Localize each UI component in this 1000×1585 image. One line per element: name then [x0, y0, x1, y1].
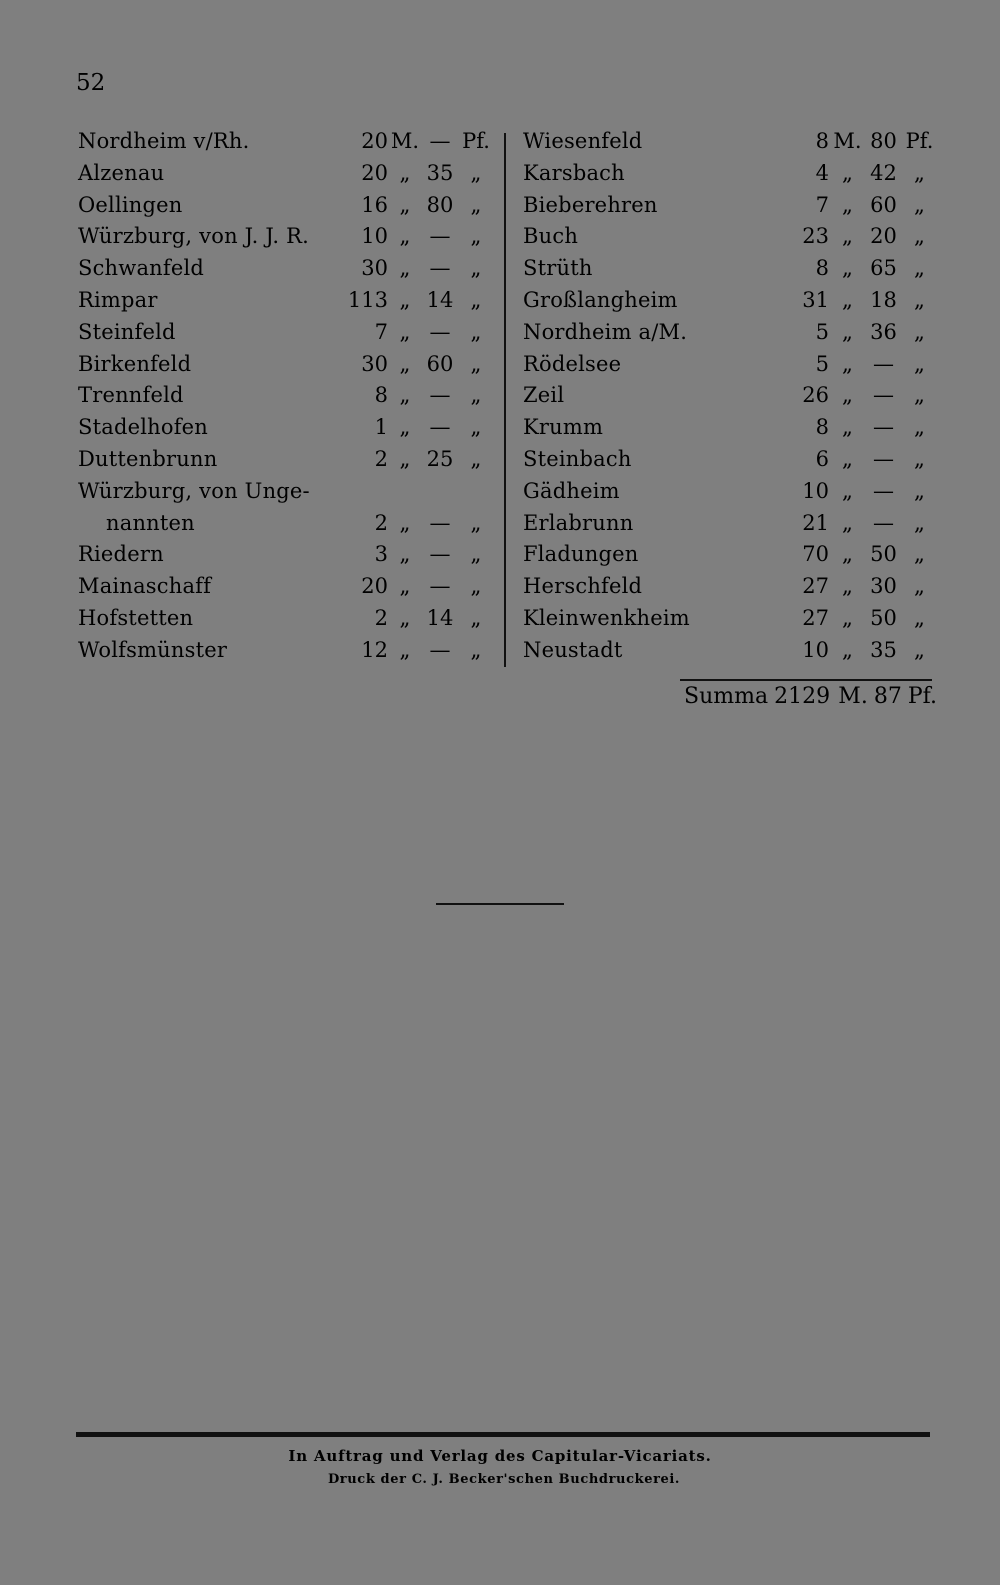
pfennig-unit: „ — [914, 478, 925, 503]
mark-amount: 2 — [374, 510, 388, 535]
place-name: Alzenau — [78, 160, 165, 185]
mark-unit: M. — [833, 129, 862, 153]
pfennig-amount: 35 — [426, 160, 454, 185]
ledger-row — [523, 444, 938, 476]
mark-amount: 2 — [374, 605, 388, 630]
pfennig-amount: 60 — [870, 192, 897, 217]
place-name: Neustadt — [523, 637, 623, 662]
place-name: Wolfsmünster — [78, 637, 228, 662]
pfennig-amount: 80 — [426, 192, 454, 217]
mark-unit: „ — [842, 637, 853, 662]
mark-amount: 10 — [361, 224, 388, 249]
mark-unit: „ — [842, 319, 853, 344]
left-column — [78, 126, 492, 667]
pfennig-unit: Pf. — [905, 129, 934, 153]
mark-amount: 8 — [815, 129, 829, 153]
pfennig-unit: „ — [914, 160, 925, 185]
ledger-row — [523, 380, 938, 412]
pfennig-amount: — — [429, 510, 451, 535]
ledger-row — [78, 539, 492, 571]
pfennig-unit: „ — [470, 351, 482, 376]
right-column — [523, 126, 938, 667]
place-name: Nordheim a/M. — [523, 319, 688, 344]
pfennig-amount: — — [429, 224, 451, 249]
ledger-row — [523, 349, 938, 381]
ledger-row — [78, 158, 492, 190]
mark-amount: 8 — [815, 415, 829, 440]
place-name: Zeil — [523, 383, 565, 408]
pfennig-amount: 14 — [426, 605, 454, 630]
mark-amount: 5 — [815, 351, 829, 376]
pfennig-unit: „ — [470, 637, 482, 662]
place-name: Krumm — [523, 415, 604, 440]
pfennig-unit: „ — [914, 510, 925, 535]
mark-amount: 26 — [802, 383, 829, 408]
mark-amount: 21 — [802, 510, 829, 535]
pfennig-amount: — — [429, 383, 451, 408]
mark-unit: „ — [399, 415, 411, 440]
mark-unit: „ — [842, 415, 853, 440]
mark-unit: „ — [399, 574, 411, 599]
ledger-row — [78, 190, 492, 222]
mark-amount: 6 — [815, 446, 829, 471]
ledger-row — [78, 603, 492, 635]
mark-unit: „ — [399, 287, 411, 312]
mark-amount: 30 — [361, 351, 388, 376]
ledger-row — [523, 412, 938, 444]
mark-unit: „ — [842, 542, 853, 567]
total-mark: 2129 — [774, 684, 831, 709]
mark-unit: „ — [399, 637, 411, 662]
pfennig-unit: „ — [914, 287, 925, 312]
place-name: Hofstetten — [78, 605, 194, 630]
place-name: Buch — [523, 224, 579, 249]
place-name: Nordheim v/Rh. — [78, 129, 250, 153]
mark-unit: „ — [399, 446, 411, 471]
mark-unit: M. — [390, 129, 420, 153]
pfennig-unit: „ — [470, 224, 482, 249]
mark-unit: „ — [399, 605, 411, 630]
ledger-row — [78, 253, 492, 285]
mark-amount: 8 — [374, 383, 388, 408]
pfennig-unit: „ — [914, 542, 925, 567]
mark-amount: 10 — [802, 637, 829, 662]
mark-amount: 20 — [361, 160, 388, 185]
mark-amount: 27 — [802, 574, 829, 599]
pfennig-amount: — — [429, 319, 451, 344]
ledger-row — [78, 508, 492, 540]
pfennig-amount: 65 — [870, 256, 897, 281]
place-name: Birkenfeld — [78, 351, 192, 376]
ledger-row — [523, 285, 938, 317]
ledger-row — [523, 603, 938, 635]
pfennig-unit: „ — [914, 415, 925, 440]
imprint-publisher: In Auftrag und Verlag des Capitular-Vicariats. — [288, 1447, 712, 1465]
mark-unit: „ — [399, 542, 411, 567]
imprint-printer: Druck der C. J. Becker'schen Buchdruckerei. — [327, 1472, 681, 1487]
mark-unit: „ — [842, 256, 853, 281]
pfennig-amount: 50 — [870, 605, 897, 630]
pfennig-unit: „ — [914, 446, 925, 471]
mark-unit: „ — [842, 383, 853, 408]
place-name: Schwanfeld — [78, 256, 205, 281]
pfennig-amount: 35 — [870, 637, 897, 662]
pfennig-amount: — — [429, 256, 451, 281]
pfennig-amount: 25 — [426, 446, 454, 471]
mark-unit: „ — [399, 224, 411, 249]
ledger-row — [523, 635, 938, 667]
place-name: Karsbach — [523, 160, 625, 185]
sum-rule — [680, 679, 932, 681]
pfennig-amount: — — [429, 415, 451, 440]
pfennig-unit: „ — [914, 383, 925, 408]
place-name: Steinbach — [523, 446, 632, 471]
pfennig-unit: „ — [914, 637, 925, 662]
ledger-row — [78, 571, 492, 603]
mark-unit: „ — [399, 510, 411, 535]
mark-amount: 70 — [802, 542, 829, 567]
ledger-row — [78, 221, 492, 253]
place-name: Erlabrunn — [523, 510, 634, 535]
ledger-row — [523, 221, 938, 253]
pfennig-unit: „ — [470, 542, 482, 567]
pfennig-amount: — — [873, 351, 894, 376]
mark-amount: 3 — [374, 542, 388, 567]
pfennig-unit: Pf. — [462, 129, 490, 153]
place-name: Würzburg, von J. J. R. — [78, 224, 310, 249]
mark-unit: „ — [399, 319, 411, 344]
place-name: Stadelhofen — [78, 415, 209, 440]
place-name: Gädheim — [523, 478, 620, 503]
mark-amount: 31 — [802, 287, 829, 312]
pfennig-unit: „ — [914, 192, 925, 217]
ledger-row — [523, 508, 938, 540]
ledger-row — [78, 444, 492, 476]
mark-amount: 113 — [347, 287, 388, 312]
mark-amount: 2 — [374, 446, 388, 471]
ledger-row — [78, 476, 492, 508]
ledger-row — [78, 349, 492, 381]
place-name: Mainaschaff — [78, 574, 212, 599]
pfennig-unit: „ — [470, 256, 482, 281]
ledger-row — [523, 571, 938, 603]
place-name: Würzburg, von Unge- — [78, 478, 310, 503]
mark-amount: 12 — [361, 637, 388, 662]
ledger-row — [523, 476, 938, 508]
pfennig-unit: „ — [470, 192, 482, 217]
pfennig-amount: — — [873, 415, 894, 440]
footer-rule — [76, 1432, 930, 1437]
mark-unit: „ — [399, 383, 411, 408]
mark-unit: „ — [842, 351, 853, 376]
pfennig-amount: 36 — [870, 319, 897, 344]
column-divider — [504, 133, 506, 667]
ledger-row — [78, 380, 492, 412]
page-number: 52 — [76, 70, 106, 96]
place-name: Großlangheim — [523, 287, 678, 312]
mark-unit: „ — [399, 160, 411, 185]
mark-unit: „ — [842, 478, 853, 503]
place-name: nannten — [106, 510, 195, 535]
pfennig-amount: — — [873, 446, 894, 471]
pfennig-unit: „ — [914, 605, 925, 630]
pfennig-unit: „ — [470, 160, 482, 185]
pfennig-unit: „ — [914, 351, 925, 376]
pfennig-unit: „ — [914, 224, 925, 249]
mark-amount: 16 — [361, 192, 388, 217]
pfennig-amount: — — [429, 574, 451, 599]
place-name: Strüth — [523, 256, 593, 281]
ledger-row — [78, 126, 492, 158]
mark-unit: „ — [842, 224, 853, 249]
total-label: Summa — [684, 684, 769, 709]
place-name: Bieberehren — [523, 192, 658, 217]
place-name: Oellingen — [78, 192, 183, 217]
mark-amount: 1 — [374, 415, 388, 440]
mark-unit: „ — [842, 605, 853, 630]
pfennig-unit: „ — [470, 574, 482, 599]
place-name: Rimpar — [78, 287, 158, 312]
pfennig-amount: — — [429, 129, 451, 153]
total-mark-unit: M. — [838, 684, 868, 709]
mark-amount: 27 — [802, 605, 829, 630]
place-name: Trennfeld — [78, 383, 184, 408]
pfennig-amount: 30 — [870, 574, 897, 599]
place-name: Fladungen — [523, 542, 639, 567]
total-pfennig-unit: Pf. — [907, 684, 937, 709]
ledger-row — [523, 539, 938, 571]
place-name: Kleinwenkheim — [523, 605, 690, 630]
mark-amount: 5 — [815, 319, 829, 344]
mark-unit: „ — [842, 160, 853, 185]
place-name: Riedern — [78, 542, 164, 567]
pfennig-unit: „ — [470, 446, 482, 471]
pfennig-amount: 60 — [426, 351, 454, 376]
ledger-row — [523, 190, 938, 222]
place-name: Steinfeld — [78, 319, 176, 344]
pfennig-unit: „ — [914, 319, 925, 344]
pfennig-amount: — — [429, 542, 451, 567]
pfennig-amount: 80 — [870, 129, 897, 153]
pfennig-amount: 20 — [870, 224, 897, 249]
mark-unit: „ — [842, 574, 853, 599]
mark-amount: 20 — [361, 129, 388, 153]
pfennig-amount: 18 — [870, 287, 897, 312]
ledger-row — [78, 635, 492, 667]
pfennig-amount: — — [873, 510, 894, 535]
pfennig-amount: 14 — [426, 287, 454, 312]
pfennig-unit: „ — [470, 383, 482, 408]
place-name: Herschfeld — [523, 574, 643, 599]
pfennig-unit: „ — [470, 287, 482, 312]
pfennig-unit: „ — [914, 574, 925, 599]
mark-unit: „ — [842, 287, 853, 312]
mark-unit: „ — [842, 446, 853, 471]
mark-amount: 7 — [374, 319, 388, 344]
mark-amount: 8 — [815, 256, 829, 281]
pfennig-unit: „ — [470, 605, 482, 630]
pfennig-unit: „ — [470, 319, 482, 344]
pfennig-amount: 50 — [870, 542, 897, 567]
ledger-row — [523, 253, 938, 285]
pfennig-unit: „ — [914, 256, 925, 281]
place-name: Duttenbrunn — [78, 446, 218, 471]
mark-amount: 7 — [815, 192, 829, 217]
pfennig-amount: — — [873, 478, 894, 503]
pfennig-unit: „ — [470, 415, 482, 440]
mark-unit: „ — [399, 256, 411, 281]
pfennig-amount: 42 — [870, 160, 897, 185]
ledger-row — [78, 285, 492, 317]
pfennig-amount: — — [873, 383, 894, 408]
ledger-row — [78, 317, 492, 349]
place-name: Wiesenfeld — [523, 129, 643, 153]
mark-unit: „ — [399, 192, 411, 217]
end-rule — [436, 903, 564, 905]
ledger-row — [523, 126, 938, 158]
ledger-row — [523, 158, 938, 190]
mark-amount: 30 — [361, 256, 388, 281]
mark-unit: „ — [399, 351, 411, 376]
total-line — [684, 684, 943, 709]
pfennig-amount: — — [429, 637, 451, 662]
total-pfennig: 87 — [873, 684, 902, 709]
mark-amount: 23 — [802, 224, 829, 249]
ledger-row — [523, 317, 938, 349]
mark-amount: 4 — [815, 160, 829, 185]
mark-amount: 10 — [802, 478, 829, 503]
mark-unit: „ — [842, 510, 853, 535]
pfennig-unit: „ — [470, 510, 482, 535]
mark-amount: 20 — [361, 574, 388, 599]
place-name: Rödelsee — [523, 351, 622, 376]
ledger-row — [78, 412, 492, 444]
mark-unit: „ — [842, 192, 853, 217]
